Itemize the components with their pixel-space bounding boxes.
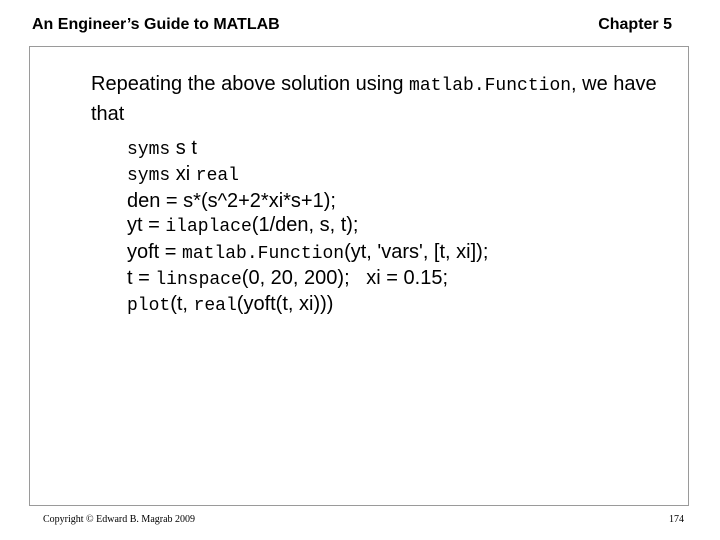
code-keyword: plot bbox=[127, 296, 171, 317]
code-block bbox=[127, 136, 488, 319]
code-line bbox=[127, 213, 488, 239]
code-text: t = bbox=[127, 267, 156, 290]
intro-paragraph bbox=[91, 70, 691, 128]
code-text: (yoft(t, xi))) bbox=[236, 293, 334, 316]
code-line bbox=[127, 292, 488, 318]
chapter-label: Chapter 5 bbox=[598, 16, 672, 33]
code-keyword: ilaplace bbox=[165, 217, 252, 238]
code-text: (yt, 'vars', [t, xi]); bbox=[344, 240, 489, 263]
code-keyword: matlab.Function bbox=[182, 243, 345, 264]
code-keyword: linspace bbox=[155, 270, 242, 291]
code-text: xi bbox=[170, 163, 196, 186]
code-text: yt = bbox=[127, 214, 166, 237]
intro-text-end: , we have that bbox=[91, 73, 657, 125]
code-text: den = s*(s^2+2*xi*s+1); bbox=[127, 189, 336, 212]
code-keyword: syms bbox=[127, 140, 171, 160]
code-text: s t bbox=[170, 137, 197, 159]
intro-text-start: Repeating the above solution using bbox=[91, 73, 410, 95]
code-text: (1/den, s, t); bbox=[251, 214, 359, 237]
code-keyword: real bbox=[193, 296, 237, 317]
code-keyword: syms bbox=[127, 166, 171, 187]
code-text: yoft = bbox=[127, 240, 183, 263]
header-title: An Engineer’s Guide to MATLAB bbox=[32, 16, 280, 33]
intro-code-term: matlab.Function bbox=[409, 76, 572, 96]
code-line bbox=[127, 189, 488, 213]
code-line bbox=[127, 136, 488, 162]
code-keyword: real bbox=[195, 166, 239, 187]
code-text: (0, 20, 200); xi = 0.15; bbox=[241, 267, 449, 290]
code-line bbox=[127, 266, 488, 292]
code-text: (t, bbox=[170, 293, 194, 316]
page-number: 174 bbox=[669, 514, 684, 525]
code-line bbox=[127, 240, 488, 266]
copyright-notice: Copyright © Edward B. Magrab 2009 bbox=[43, 514, 196, 525]
code-line bbox=[127, 162, 488, 188]
